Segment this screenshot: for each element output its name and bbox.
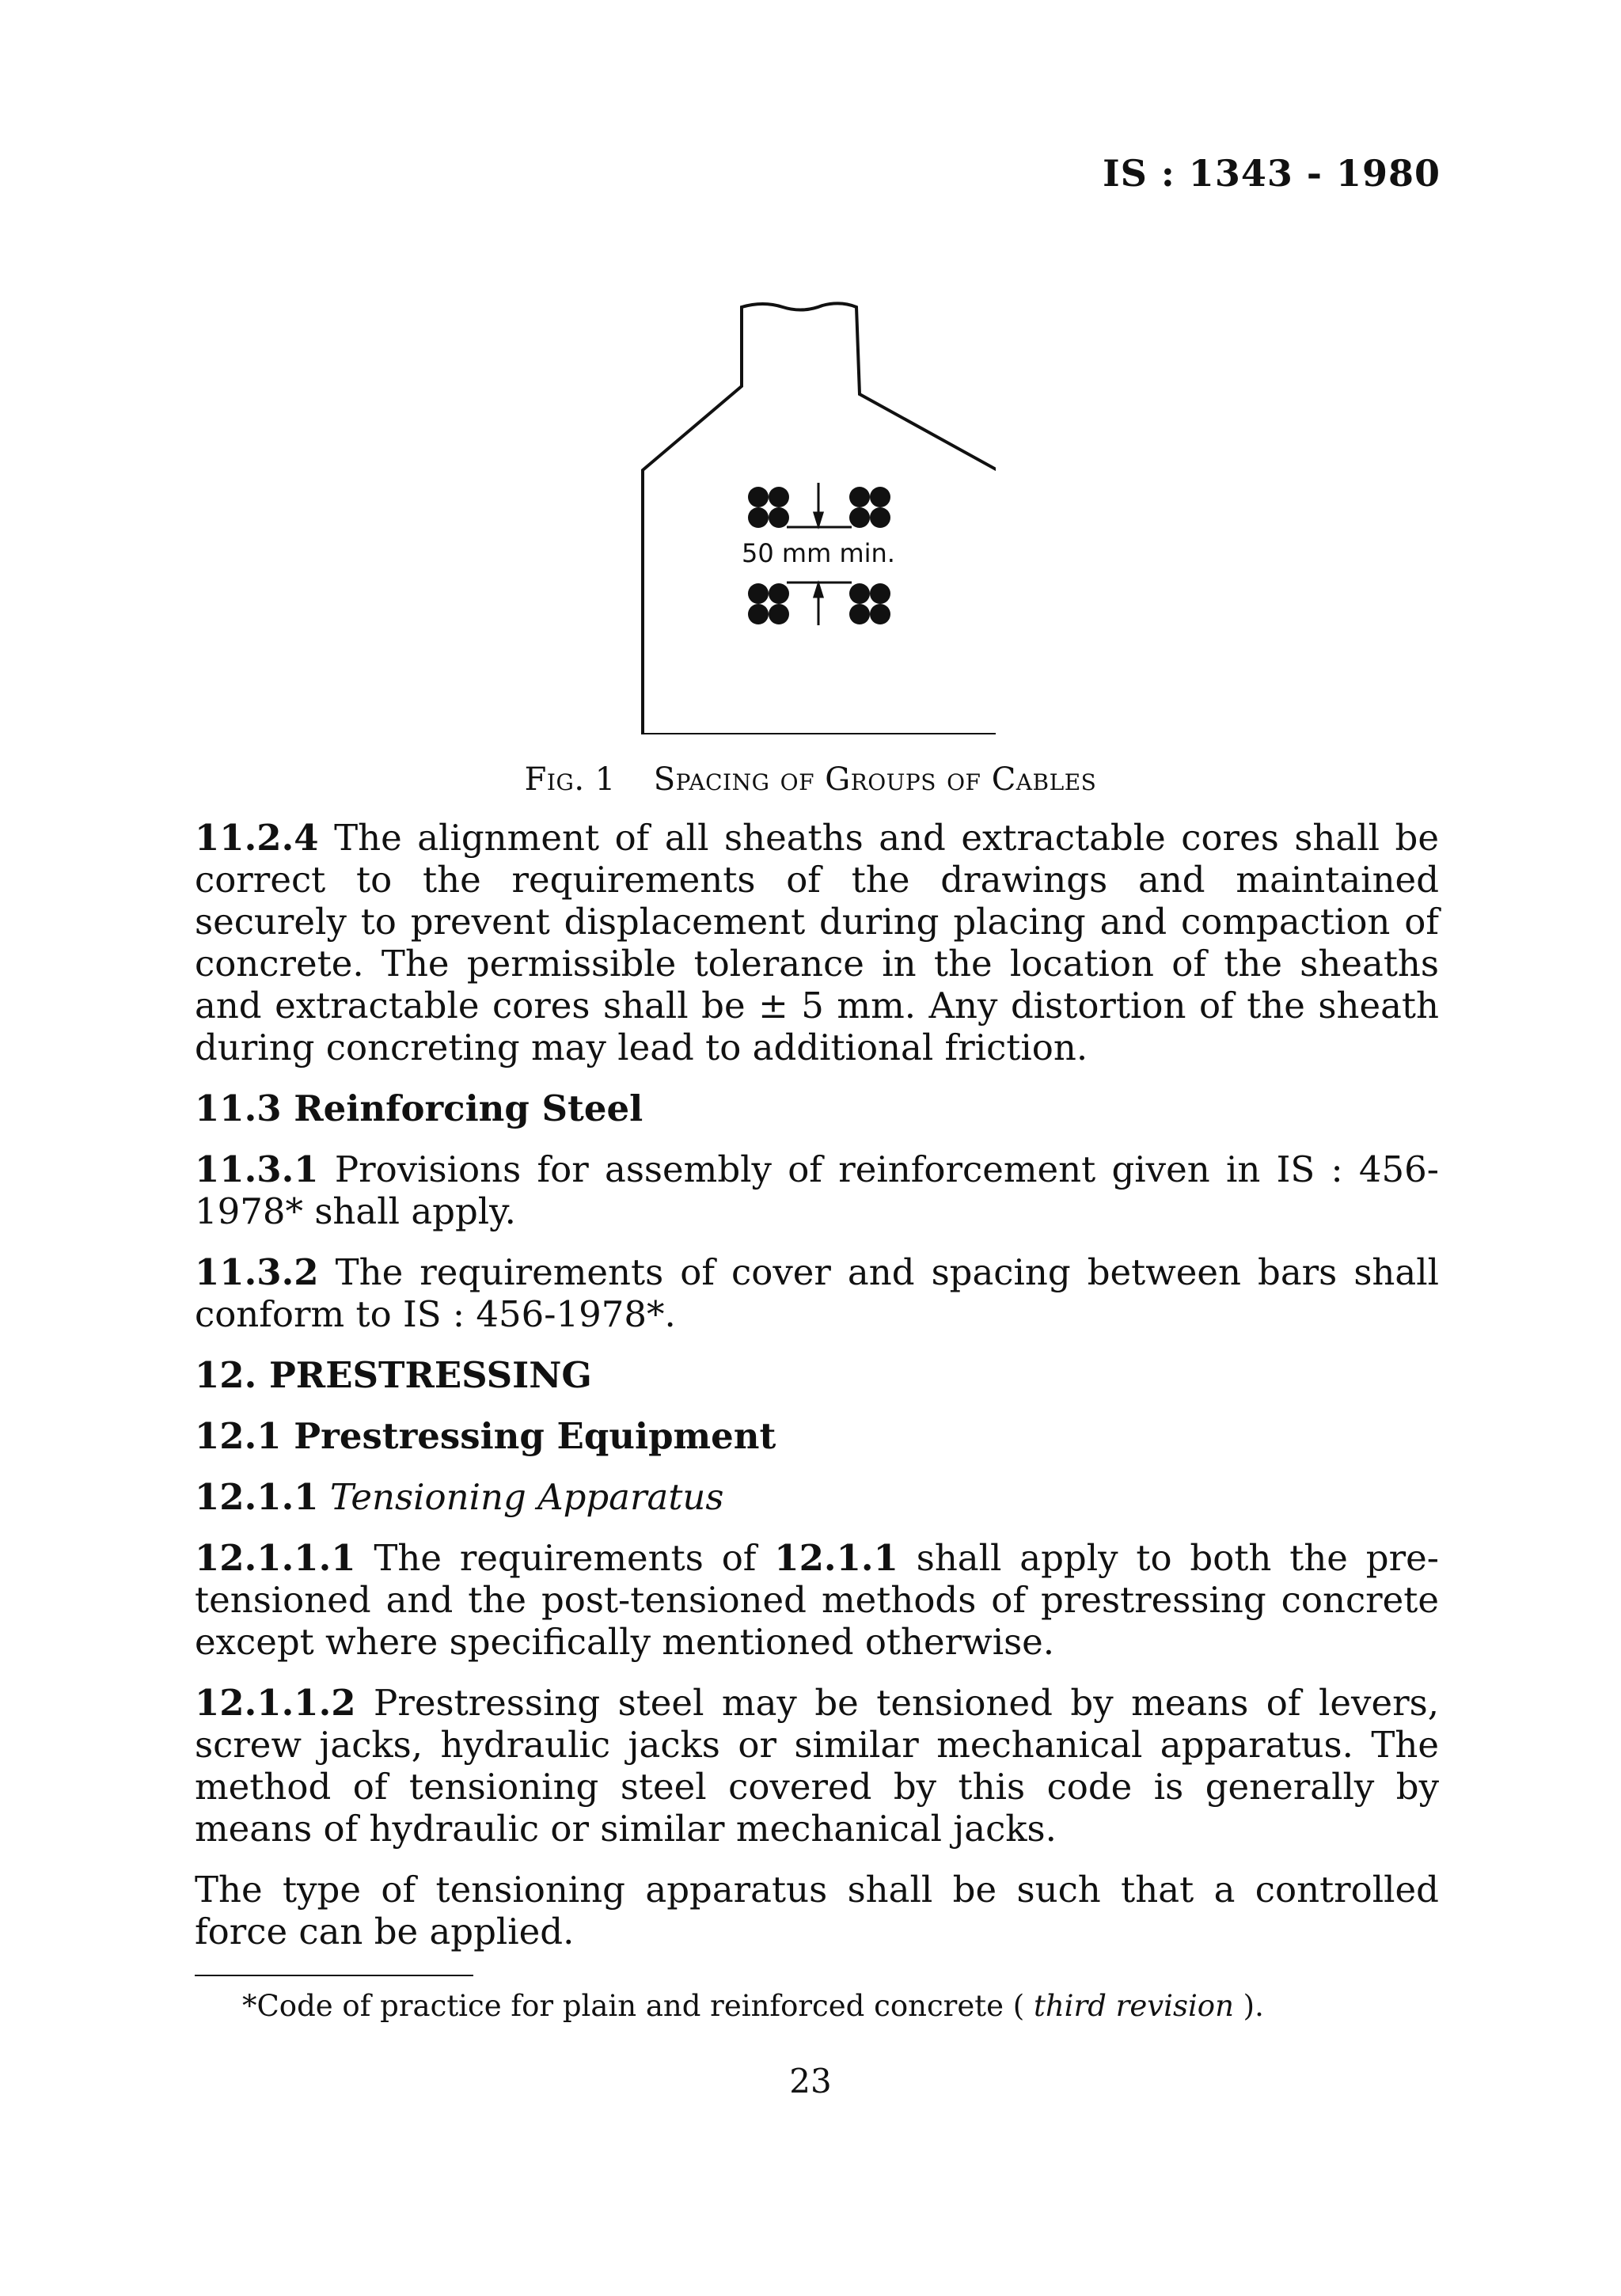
footnote-rule <box>195 1975 473 1976</box>
clause-11-3-2 <box>195 1251 1439 1335</box>
clause-number: 11.3.1 <box>195 1148 319 1190</box>
clause-text: The requirements of <box>374 1537 757 1579</box>
clause-number: 11.3.2 <box>195 1251 319 1293</box>
figure-caption-number: Fig. 1 <box>524 761 616 798</box>
clause-12-1-1-1 <box>195 1537 1439 1663</box>
clause-text: Prestressing steel may be tensioned by means of levers, screw jacks, hydraulic jacks or similar mechanical apparatus. The method of tensioning steel covered by this code is generally by means of hydraulic or similar mechanical jacks. <box>195 1682 1439 1850</box>
cable-group-bottom-left <box>748 583 789 624</box>
clause-text: shall apply to both the pre-tensioned and the post-tensioned methods of prestressing concrete except where specifically mentioned otherwise. <box>195 1537 1439 1663</box>
document-code: IS : 1343 - 1980 <box>1103 152 1441 195</box>
clause-text: Provisions for assembly of reinforcement given in IS : 456-1978* shall apply. <box>195 1148 1439 1232</box>
heading-11-3: 11.3 Reinforcing Steel <box>195 1087 643 1129</box>
cable-spacing-diagram <box>640 283 996 734</box>
figure-caption-title: Spacing of Groups of Cables <box>653 761 1097 798</box>
footnote-italic: third revision <box>1033 1989 1234 2023</box>
clause-12-1-1-2 <box>195 1682 1439 1850</box>
clause-number: 12.1.1 <box>195 1476 319 1518</box>
footnote-text-end: ). <box>1243 1989 1264 2023</box>
heading-12: 12. PRESTRESSING <box>195 1354 592 1396</box>
clause-text: The alignment of all sheaths and extractable cores shall be correct to the requirements of the drawings and maintained securely to prevent displacement during placing and compaction of concrete. The permissible tolerance in the location of the sheaths and extractable cores shall be ± 5 mm. Any distortion of the sheath during concreting may lead to additional friction. <box>195 817 1439 1068</box>
page-number: 23 <box>789 2062 832 2101</box>
body-text <box>195 817 1439 1972</box>
cable-group-top-left <box>748 487 789 528</box>
clause-number: 12.1.1.1 <box>195 1537 356 1579</box>
cable-group-bottom-right <box>849 583 890 624</box>
clause-title: Tensioning Apparatus <box>329 1476 724 1518</box>
clause-number: 11.2.4 <box>195 817 319 859</box>
figure-caption <box>0 761 1621 798</box>
cable-group-top-right <box>849 487 890 528</box>
dimension-label: 50 mm min. <box>742 538 895 568</box>
footnote-text: *Code of practice for plain and reinforced concrete ( <box>242 1989 1025 2023</box>
clause-12-1-1 <box>195 1476 1439 1518</box>
clause-11-2-4 <box>195 817 1439 1068</box>
clause-text: The requirements of cover and spacing between bars shall conform to IS : 456-1978*. <box>195 1251 1440 1335</box>
figure-cable-spacing <box>640 283 996 734</box>
clause-number: 12.1.1.2 <box>195 1682 356 1724</box>
clause-reference: 12.1.1 <box>774 1537 898 1579</box>
clause-11-3-1 <box>195 1148 1439 1232</box>
paragraph-tensioning-apparatus: The type of tensioning apparatus shall be such that a controlled force can be applied. <box>195 1869 1439 1953</box>
footnote <box>242 1989 1264 2023</box>
heading-12-1: 12.1 Prestressing Equipment <box>195 1415 776 1457</box>
